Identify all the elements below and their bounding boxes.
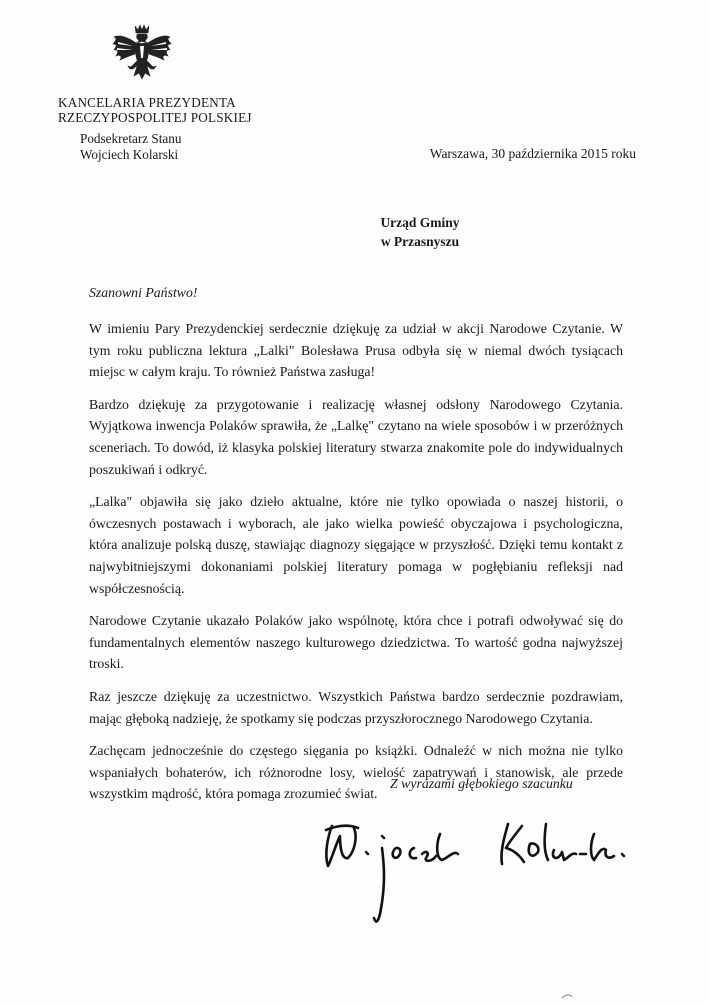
paragraph: Raz jeszcze dziękuję za uczestnictwo. Wszystkich Państwa bardzo serdecznie pozdrawiam, mając głęboką nadzieję, że spotkamy się podczas przyszłorocznego Narodowego Czytania. <box>89 688 623 726</box>
recipient-line-1: Urząd Gminy <box>380 215 460 230</box>
sender-title: Podsekretarz Stanu <box>80 131 182 146</box>
recipient-line-2: w Przasnyszu <box>380 234 460 249</box>
office-line-2: RZECZYPOSPOLITEJ POLSKIEJ <box>58 110 252 125</box>
office-line-1: KANCELARIA PREZYDENTA <box>58 95 236 110</box>
sender-block <box>80 131 181 163</box>
greeting: Szanowni Państwo! <box>89 285 198 300</box>
paragraph: Narodowe Czytanie ukazało Polaków jako wspólnotę, która chce i potrafi odwoływać się do fundamentalnych elementów naszego kulturowego dziedzictwa. To wartość godna najwyższej troski. <box>89 613 623 672</box>
scan-mark <box>560 990 590 1002</box>
office-name <box>58 95 252 125</box>
polish-eagle-icon <box>109 22 175 88</box>
recipient-block <box>360 213 480 251</box>
paragraph: „Lalka" objawiła się jako dzieło aktualne, które nie tylko opowiada o naszej historii, o ówczesnych postawach i wyborach, ale jako wielka powieść obyczajowa i psychologiczna, która analizuje polską duszę, stawiając diagnozy sięgające w przyszłość. Dzięki temu kontakt z najwybitniejszymi dokonaniami polskiej literatury pomaga w pogłębianiu refleksji nad współczesnością. <box>89 494 623 596</box>
paragraph: W imieniu Pary Prezydenckiej serdecznie dziękuję za udział w akcji Narodowe Czytanie. W tym roku publiczna lektura „Lalki" Bolesława Prusa odbyła się w niemal dwóch tysiącach miejsc w całym kraju. To również Państwa zasługa! <box>89 321 623 380</box>
handwritten-signature <box>318 814 648 934</box>
paragraph: Bardzo dziękuję za przygotowanie i realizację własnej odsłony Narodowego Czytania. Wyjątkowa inwencja Polaków sprawiła, że „Lalkę" czytano na wiele sposobów i w przeróżnych sceneriach. To dowód, iż klasyka polskiej literatury stwarza znakomite pole do indywidualnych poszukiwań i odkryć. <box>89 396 623 477</box>
paragraph: Zachęcam jednocześnie do częstego sięgania po książki. Odnaleźć w nich można nie tylko wspaniałych bohaterów, ich różnorodne losy, wielość zapatrywań i stanowisk, ale przede wszystkim mądrość, która pomaga zrozumieć świat. <box>89 743 623 802</box>
closing-phrase: Z wyrazami głębokiego szacunku <box>390 776 573 791</box>
sender-name: Wojciech Kolarski <box>80 147 179 162</box>
letter-date: Warszawa, 30 października 2015 roku <box>429 146 636 161</box>
letter-body <box>89 318 623 816</box>
